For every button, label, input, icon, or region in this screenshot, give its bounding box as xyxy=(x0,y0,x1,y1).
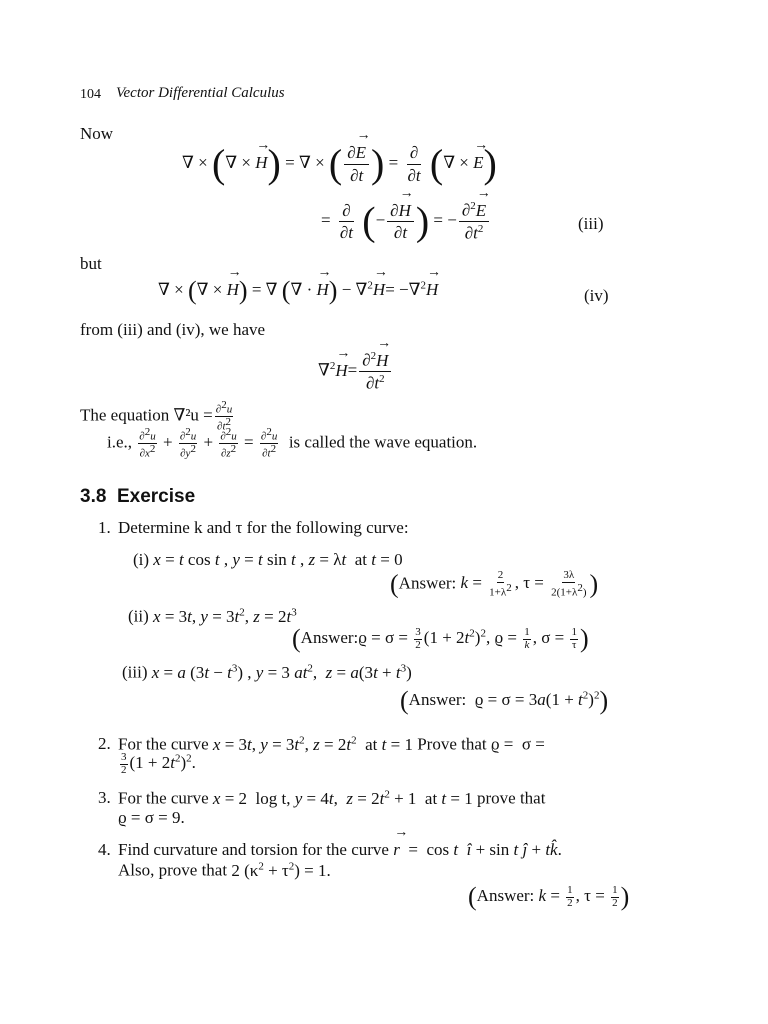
wave-equation-line: The equation ∇²u = $\frac{\partial^2u}{\partial t^2}$ xyxy=(80,399,233,433)
part-i-label: (i) xyxy=(133,550,150,569)
question-4-line2: Also, prove that 2 $(\kappa^2 + \tau^2) = 1$. xyxy=(118,860,331,880)
wave-equation-expanded: i.e., $\frac{\partial^2u}{\partial x^2}$ + $\frac{\partial^2u}{\partial y^2}$ + $\frac{\partial^2u}{\partial z^2}$ = $\frac{\partial^2u}{\partial t^2}$ is called the wave equation. xyxy=(107,426,478,460)
wave-tail-text: is called the wave equation. xyxy=(288,432,478,452)
answer-word-ii: Answer: xyxy=(300,627,359,647)
equation-label-iii: (iii) xyxy=(578,214,604,233)
question-4-number: 4. xyxy=(98,840,111,859)
answer-word-4: Answer: xyxy=(476,885,535,905)
part-i-answer: (Answer: k = $\frac{2}{1+\lambda^2}$ , τ = $\frac{3\lambda}{2(1+\lambda^2)}$ ) xyxy=(390,569,599,599)
part-ii-answer: (Answer:ϱ = σ = $\frac{3}{2}$ $(1 + 2t^2)^2$, ϱ = $\frac{1}{k}$ , σ = $\frac{1}{\tau}$ ) xyxy=(292,624,589,653)
question-1-number: 1. xyxy=(98,518,111,537)
question-2-text: For the curve xyxy=(118,734,209,754)
equation-wave-h: ∇$^2$→ H= $\frac{\partial^2\to H}{\partial t^2}$ xyxy=(318,350,393,393)
question-3-text: For the curve xyxy=(118,788,209,808)
question-3-line2: ϱ = σ = 9. xyxy=(118,808,185,827)
part-iii: (iii) x = a $(3t - t^3)$ , y = 3 $at^2$, $z = a(3t + t^3)$ xyxy=(122,662,412,682)
question-4-answer: (Answer: k = $\frac{1}{2}$ , τ = $\frac{1}{2}$ ) xyxy=(468,882,630,911)
question-3-prove: prove that xyxy=(477,788,546,808)
equation-iv: ∇ × (∇ × → H) = ∇ (∇ · → H) − ∇$^2$→ H= −∇$^2$→ H xyxy=(158,278,438,304)
ie-text: i.e., xyxy=(107,432,133,452)
from-text: from (iii) and (iv), we have xyxy=(80,320,266,339)
answer-word-i: Answer: xyxy=(398,573,457,593)
wave-intro-text: The equation ∇²u = xyxy=(80,405,213,425)
equation-label-iv: (iv) xyxy=(584,286,609,305)
section-number: 3.8 xyxy=(80,486,107,507)
question-1-text: Determine k and τ for the following curve: xyxy=(118,518,409,537)
part-iii-label: (iii) xyxy=(122,662,148,682)
page-number: 104 xyxy=(80,87,101,102)
question-4-also: Also, prove that xyxy=(118,860,228,880)
part-i: (i) x = t cos t , y = t sin t , z = λt at t = 0 xyxy=(133,550,403,569)
question-3-number: 3. xyxy=(98,788,111,807)
but-text: but xyxy=(80,254,102,273)
now-text: Now xyxy=(80,124,114,143)
question-4-text: Find curvature and torsion for the curve xyxy=(118,840,389,859)
running-title: Vector Differential Calculus xyxy=(116,85,285,101)
equation-curl-curl-h: ∇ × (∇ × → H) = ∇ × ( $\frac{\partial\to E}{\partial t}$ ) = $\frac{\partial}{\partial t}$ (∇ × → E) xyxy=(182,143,497,185)
question-2-number: 2. xyxy=(98,734,111,753)
question-2-prove: Prove that xyxy=(417,734,487,754)
question-4-line1: Find curvature and torsion for the curve → r = cos t î + sin t ĵ + tk̂. xyxy=(118,840,562,860)
answer-word-iii: Answer: xyxy=(408,689,467,709)
section-heading xyxy=(80,486,195,508)
equation-second-line: = $\frac{\partial}{\partial t}$ (− $\frac{\partial\to H}{\partial t}$ ) = − $\frac{\partial^2\to E}{\partial t^2}$ xyxy=(321,200,491,243)
section-title: Exercise xyxy=(116,486,196,507)
part-ii-label: (ii) xyxy=(128,606,149,626)
part-ii: (ii) x = 3t, $y = 3t^2$, $z = 2t^3$ xyxy=(128,606,297,626)
question-3-line1: For the curve x = 2 log t, y = 4t, $z = 2t^2 + 1$ at t = 1 prove that xyxy=(118,788,546,808)
part-iii-answer: (Answer: $ϱ = \sigma = 3a(1 + t^2)^2$) xyxy=(400,686,609,715)
question-2-line1: For the curve x = 3t, $y = 3t^2$, $z = 2t^2$ at t = 1 Prove that ϱ = σ = xyxy=(118,734,545,754)
question-2-line2: $\frac{3}{2}$ $(1 + 2t^2)^2$. xyxy=(121,751,196,776)
